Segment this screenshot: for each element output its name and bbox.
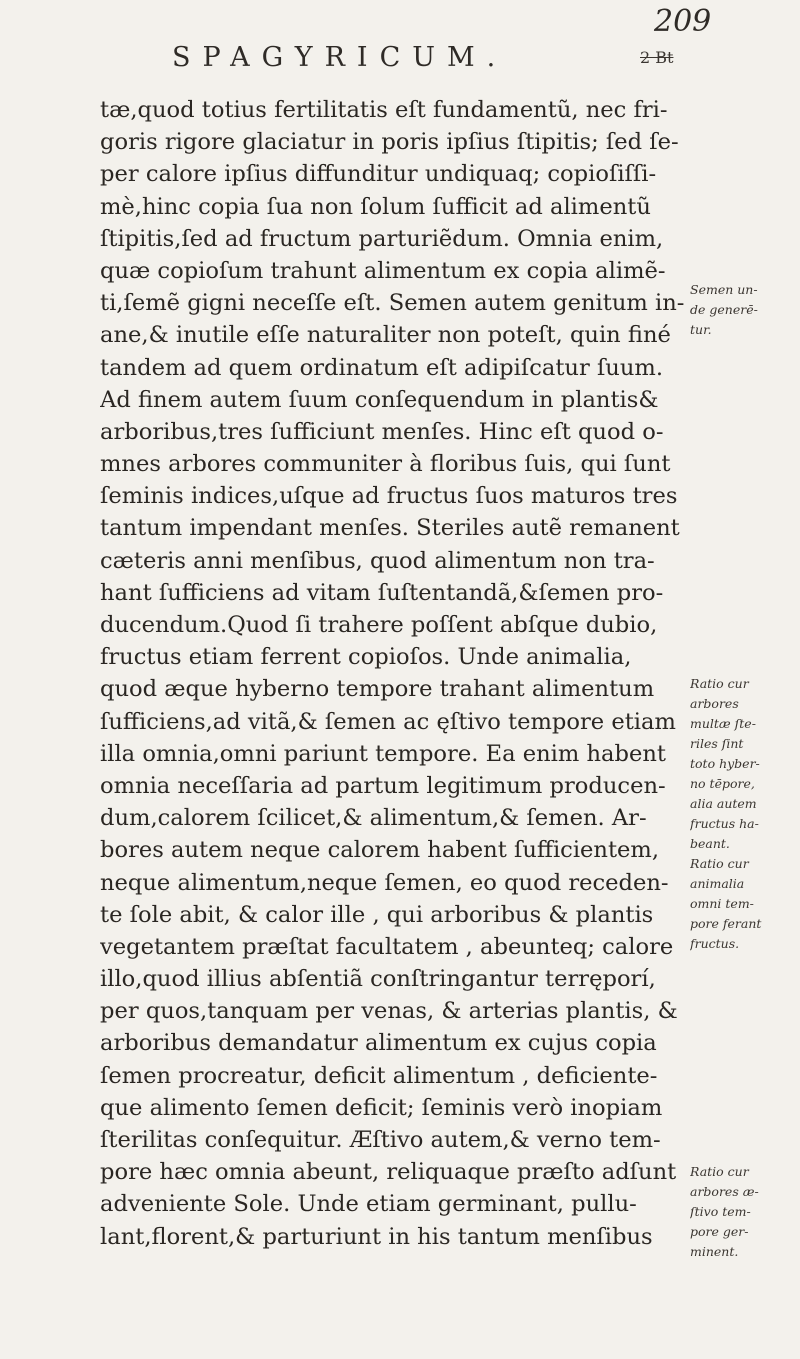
margin-note-line: multæ ſte- [690, 716, 756, 731]
margin-note-line: omni tem- [690, 896, 754, 911]
text-line: quæ copioſum trahunt alimentum ex copia alimẽ- [100, 257, 666, 284]
margin-note-line: minent. [690, 1244, 739, 1259]
text-line: Ad finem autem ſuum conſequendum in plantis& [100, 386, 659, 413]
margin-note-line: no tēpore, [690, 776, 755, 791]
text-line: bores autem neque calorem habent ſufficientem, [100, 837, 660, 864]
margin-note-line: pore ferant [690, 916, 762, 931]
text-line: per quos,tanquam per venas, & arterias plantis, & [100, 998, 678, 1025]
text-line: ſeminis indices,uſque ad fructus ſuos maturos tres [100, 483, 678, 510]
text-line: ſterilitas conſequitur. Æſtivo autem,& verno tem- [100, 1127, 661, 1153]
text-line: dum,calorem ſcilicet,& alimentum,& ſemen. Ar- [100, 805, 647, 832]
text-line: adveniente Sole. Unde etiam germinant, pullu- [100, 1191, 637, 1218]
signature-mark: 2 Bt [640, 48, 674, 67]
margin-note-line: alia autem [690, 796, 757, 811]
text-line: per calore ipſius diffunditur undiquaq; copioſiſſi- [100, 161, 657, 188]
text-line: tæ,quod totius fertilitatis eſt fundamentũ, nec fri- [100, 97, 668, 123]
text-line: lant,florent,& parturiunt in his tantum menſibus [100, 1223, 653, 1250]
margin-note-line: Ratio cur [690, 1164, 749, 1179]
text-line: tantum impendant menſes. Steriles autẽ remanent [100, 515, 680, 542]
margin-note-line: fructus. [690, 936, 740, 951]
margin-note-line: beant. [690, 836, 730, 851]
text-line: hant ſufficiens ad vitam ſuſtentandã,&ſemen pro- [100, 579, 664, 606]
margin-note-line: ſtivo tem- [690, 1204, 751, 1219]
text-line: mè,hinc copia ſua non ſolum ſufficit ad alimentũ [100, 193, 651, 220]
text-line: neque alimentum,neque ſemen, eo quod receden- [100, 869, 669, 896]
text-line: ane,& inutile eſſe naturaliter non poteſt, quin finé [100, 322, 671, 349]
text-line: te ſole abit, & calor ille , qui arboribus & plantis [100, 901, 654, 928]
margin-note-line: tur. [690, 322, 712, 337]
margin-note-line: toto hyber- [690, 756, 760, 771]
margin-note-arbores-germinent [690, 1162, 798, 1262]
margin-note-line: Semen un- [690, 282, 758, 297]
text-line: ſufficiens,ad vitã,& ſemen ac ęſtivo tempore etiam [100, 708, 676, 735]
margin-note-line: animalia [690, 876, 745, 891]
margin-note-line: riles ſint [690, 736, 744, 751]
text-line: vegetantem præſtat facultatem , abeunteq; calore [100, 933, 674, 960]
page-number: 209 [654, 4, 712, 39]
margin-note-line: Ratio cur [690, 676, 749, 691]
text-line: ſtipitis,ſed ad fructum parturiẽdum. Omnia enim, [100, 225, 664, 252]
text-line: mnes arbores communiter à floribus ſuis, qui ſunt [100, 451, 671, 478]
text-line: quod æque hyberno tempore trahant alimentum [100, 676, 655, 703]
main-text-block [100, 94, 685, 1253]
margin-note-semen [690, 280, 798, 340]
margin-note-line: fructus ha- [690, 816, 759, 831]
margin-note-line: arbores [690, 696, 739, 711]
margin-note-arbores-steriles [690, 674, 798, 954]
text-line: ſemen procreatur, deficit alimentum , deficiente- [100, 1062, 658, 1089]
text-line: goris rigore glaciatur in poris ipſius ſtipitis; ſed ſe- [100, 129, 679, 156]
text-line: illa omnia,omni pariunt tempore. Ea enim habent [100, 740, 666, 767]
text-line: arboribus,tres ſufficiunt menſes. Hinc eſt quod o- [100, 418, 664, 445]
margin-note-line: de generē- [690, 302, 758, 317]
running-title: SPAGYRICUM. [172, 42, 508, 73]
text-line: pore hæc omnia abeunt, reliquaque præſto adſunt [100, 1159, 677, 1186]
text-line: fructus etiam ferrent copioſos. Unde animalia, [100, 644, 632, 671]
text-line: ducendum.Quod ſi trahere poſſent abſque dubio, [100, 612, 658, 638]
margin-note-line: pore ger- [690, 1224, 749, 1239]
text-line: que alimento ſemen deficit; ſeminis verò inopiam [100, 1094, 663, 1121]
text-line: arboribus demandatur alimentum ex cujus copia [100, 1030, 657, 1057]
text-line: tandem ad quem ordinatum eſt adipiſcatur ſuum. [100, 354, 664, 381]
text-line: ti,ſemẽ gigni neceſſe eſt. Semen autem genitum in- [100, 290, 685, 317]
margin-note-line: Ratio cur [690, 856, 749, 871]
text-line: omnia neceſſaria ad partum legitimum producen- [100, 772, 666, 799]
text-line: illo,quod illius abſentiã conſtringantur terręporí, [100, 966, 656, 993]
text-line: cæteris anni menſibus, quod alimentum non tra- [100, 547, 655, 574]
margin-note-line: arbores æ- [690, 1184, 759, 1199]
